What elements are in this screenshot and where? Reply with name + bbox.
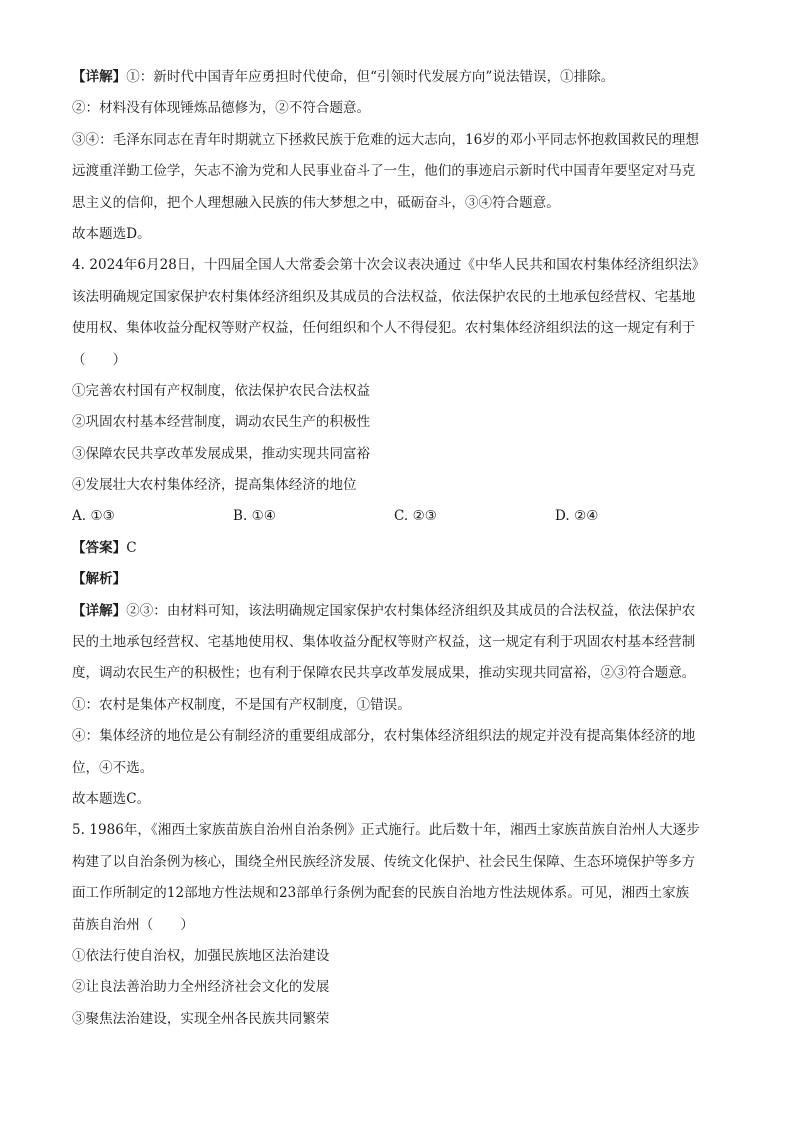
option-c: C. ②③ [394, 508, 437, 525]
analysis-line: ④：集体经济的地位是公有制经济的重要组成部分，农村集体经济组织法的规定并没有提高集体经济的地 [72, 728, 696, 745]
answer-options [72, 501, 728, 532]
analysis-tag: 【解析】 [72, 571, 127, 588]
question-4-stem: 该法明确规定国家保护农村集体经济组织及其成员的合法权益，依法保护农民的土地承包经营权、宅基地 [72, 288, 696, 305]
answer-value: C [126, 539, 137, 556]
option-a: A. ①③ [72, 508, 115, 525]
statement-2: ②巩固农村基本经营制度，调动农民生产的积极性 [72, 414, 371, 431]
question-5-stem: 5. 1986年，《湘西土家族苗族自治州自治条例》正式施行。此后数十年，湘西土家族苗族自治州人大逐步 [72, 822, 700, 839]
option-b: B. ①④ [233, 508, 276, 525]
statement-1: ①依法行使自治权，加强民族地区法治建设 [72, 947, 330, 964]
conclusion-line: 故本题选C。 [72, 790, 151, 807]
analysis-line: ①：农村是集体产权制度，不是国有产权制度，①错误。 [72, 696, 411, 713]
analysis-line: 远渡重洋勤工俭学，矢志不渝为党和人民事业奋斗了一生，他们的事迹启示新时代中国青年要坚定对马克 [72, 163, 696, 180]
analysis-line: 【详解】①：新时代中国青年应勇担时代使命，但“引领时代发展方向”说法错误，①排除。 [72, 69, 615, 85]
answer-tag: 【答案】 [72, 539, 127, 556]
analysis-heading [72, 564, 728, 595]
statement-4: ④发展壮大农村集体经济，提高集体经济的地位 [72, 477, 357, 494]
question-5-stem: 苗族自治州（ ） [72, 916, 194, 933]
question-4-stem: 使用权、集体收益分配权等财产权益，任何组织和个人不得侵犯。农村集体经济组织法的这一规定有利于 [72, 320, 696, 337]
question-5-stem: 构建了以自治条例为核心，围绕全州民族经济发展、传统文化保护、社会民生保障、生态环境保护等多方 [72, 853, 696, 870]
analysis-line: 位，④不选。 [72, 759, 154, 776]
analysis-line: 民的土地承包经营权、宅基地使用权、集体收益分配权等财产权益，这一规定有利于巩固农村基本经营制 [72, 634, 696, 651]
analysis-line: 【详解】②③：由材料可知，该法明确规定国家保护农村集体经济组织及其成员的合法权益，依法保护农 [72, 602, 696, 619]
statement-2: ②让良法善治助力全州经济社会文化的发展 [72, 979, 330, 996]
statement-1: ①完善农村国有产权制度，依法保护农民合法权益 [72, 382, 371, 399]
statement-3: ③保障农民共享改革发展成果，推动实现共同富裕 [72, 445, 371, 462]
analysis-line: 思主义的信仰，把个人理想融入民族的伟大梦想之中，砥砺奋斗，③④符合题意。 [72, 194, 560, 211]
detail-tag: 【详解】 [72, 602, 127, 619]
detail-tag: 【详解】 [72, 69, 127, 85]
question-4-blank: （ ） [72, 351, 127, 368]
analysis-line: 度，调动农民生产的积极性；也有利于保障农民共享改革发展成果，推动实现共同富裕，②③符合题意。 [72, 665, 696, 682]
answer-line [72, 533, 728, 564]
conclusion-line: 故本题选D。 [72, 225, 151, 242]
document-page [72, 62, 728, 1035]
statement-3: ③聚焦法治建设，实现全州各民族共同繁荣 [72, 1010, 330, 1027]
analysis-line: ③④：毛泽东同志在青年时期就立下拯救民族于危难的远大志向，16岁的邓小平同志怀抱救国救民的理想 [72, 131, 700, 148]
option-d: D. ②④ [555, 508, 599, 525]
question-5-stem: 面工作所制定的12部地方性法规和23部单行条例为配套的民族自治地方性法规体系。可见，湘西土家族 [72, 885, 690, 902]
analysis-line: ②：材料没有体现锤炼品德修为，②不符合题意。 [72, 100, 371, 117]
question-4-stem: 4. 2024年6月28日，十四届全国人大常委会第十次会议表决通过《中华人民共和国农村集体经济组织法》 [72, 257, 706, 274]
